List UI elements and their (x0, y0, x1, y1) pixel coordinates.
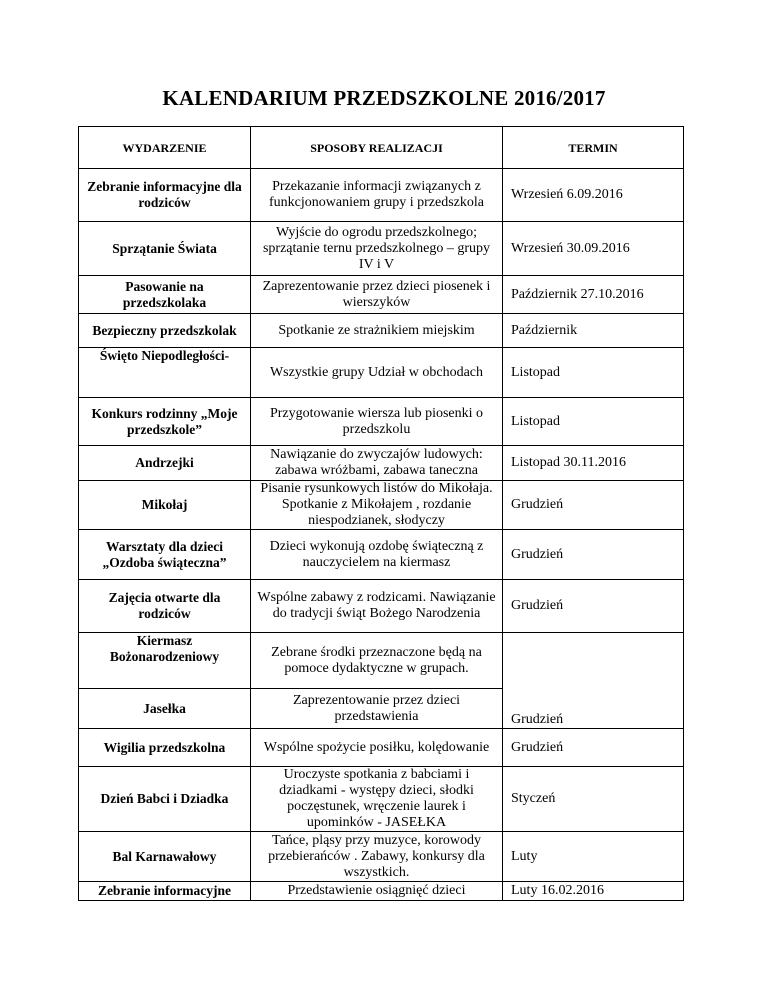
table-row (79, 169, 684, 222)
table-row (79, 882, 684, 901)
event-cell: Zajęcia otwarte dla rodziców (79, 580, 251, 633)
event-cell: Święto Niepodległości- (79, 348, 251, 398)
event-cell: Jasełka (79, 689, 251, 729)
method-cell: Zebrane środki przeznaczone będą na pomoce dydaktyczne w grupach. (251, 633, 503, 689)
term-cell: Grudzień (503, 580, 684, 633)
method-cell: Tańce, pląsy przy muzyce, korowody przebierańców . Zabawy, konkursy dla wszystkich. (251, 832, 503, 882)
page-title: KALENDARIUM PRZEDSZKOLNE 2016/2017 (162, 86, 606, 110)
table-row (79, 580, 684, 633)
method-cell: Spotkanie ze strażnikiem miejskim (251, 314, 503, 348)
term-cell: Listopad (503, 348, 684, 398)
event-cell: Sprzątanie Świata (79, 222, 251, 276)
term-cell: Listopad (503, 398, 684, 446)
term-cell-merged: Grudzień (503, 633, 684, 729)
term-cell: Luty (503, 832, 684, 882)
table-row (79, 446, 684, 481)
event-cell: Wigilia przedszkolna (79, 729, 251, 767)
event-cell: Mikołaj (79, 481, 251, 530)
method-cell: Wszystkie grupy Udział w obchodach (251, 348, 503, 398)
event-cell: Kiermasz Bożonarodzeniowy (79, 633, 251, 689)
table-row (79, 276, 684, 314)
header-method: SPOSOBY REALIZACJI (251, 127, 503, 169)
term-cell: Luty 16.02.2016 (503, 882, 684, 901)
term-cell: Listopad 30.11.2016 (503, 446, 684, 481)
method-cell: Dzieci wykonują ozdobę świąteczną z nauczycielem na kiermasz (251, 530, 503, 580)
table-row (79, 767, 684, 832)
method-cell: Pisanie rysunkowych listów do Mikołaja. Spotkanie z Mikołajem , rozdanie niespodzianek, słodyczy (251, 481, 503, 530)
method-cell: Przedstawienie osiągnięć dzieci (251, 882, 503, 901)
table-row (79, 314, 684, 348)
term-cell: Grudzień (503, 530, 684, 580)
term-cell: Październik (503, 314, 684, 348)
method-cell: Nawiązanie do zwyczajów ludowych: zabawa wróżbami, zabawa taneczna (251, 446, 503, 481)
table-row (79, 633, 684, 689)
table-row (79, 729, 684, 767)
term-cell: Wrzesień 30.09.2016 (503, 222, 684, 276)
table-row (79, 222, 684, 276)
term-cell: Październik 27.10.2016 (503, 276, 684, 314)
method-cell: Przygotowanie wiersza lub piosenki o przedszkolu (251, 398, 503, 446)
term-cell: Grudzień (503, 481, 684, 530)
event-cell: Warsztaty dla dzieci „Ozdoba świąteczna” (79, 530, 251, 580)
method-cell: Przekazanie informacji związanych z funkcjonowaniem grupy i przedszkola (251, 169, 503, 222)
event-cell: Zebranie informacyjne (79, 882, 251, 901)
event-cell: Andrzejki (79, 446, 251, 481)
table-row (79, 398, 684, 446)
event-cell: Konkurs rodzinny „Moje przedszkole” (79, 398, 251, 446)
event-cell: Dzień Babci i Dziadka (79, 767, 251, 832)
table-row (79, 832, 684, 882)
method-cell: Wspólne zabawy z rodzicami. Nawiązanie do tradycji świąt Bożego Narodzenia (251, 580, 503, 633)
term-cell: Grudzień (503, 729, 684, 767)
event-cell: Bezpieczny przedszkolak (79, 314, 251, 348)
event-cell: Pasowanie na przedszkolaka (79, 276, 251, 314)
header-term: TERMIN (503, 127, 684, 169)
table-row (79, 530, 684, 580)
table-row (79, 348, 684, 398)
term-cell: Wrzesień 6.09.2016 (503, 169, 684, 222)
method-cell: Uroczyste spotkania z babciami i dziadkami - występy dzieci, słodki poczęstunek, wręczenie laurek i upominków - JASEŁKA (251, 767, 503, 832)
method-cell: Zaprezentowanie przez dzieci przedstawienia (251, 689, 503, 729)
event-cell: Bal Karnawałowy (79, 832, 251, 882)
method-cell: Zaprezentowanie przez dzieci piosenek i wierszyków (251, 276, 503, 314)
calendar-table (78, 126, 684, 901)
term-cell: Styczeń (503, 767, 684, 832)
header-event: WYDARZENIE (79, 127, 251, 169)
table-header-row (79, 127, 684, 169)
method-cell: Wyjście do ogrodu przedszkolnego; sprzątanie ternu przedszkolnego – grupy IV i V (251, 222, 503, 276)
method-cell: Wspólne spożycie posiłku, kolędowanie (251, 729, 503, 767)
table-row (79, 481, 684, 530)
event-cell: Zebranie informacyjne dla rodziców (79, 169, 251, 222)
